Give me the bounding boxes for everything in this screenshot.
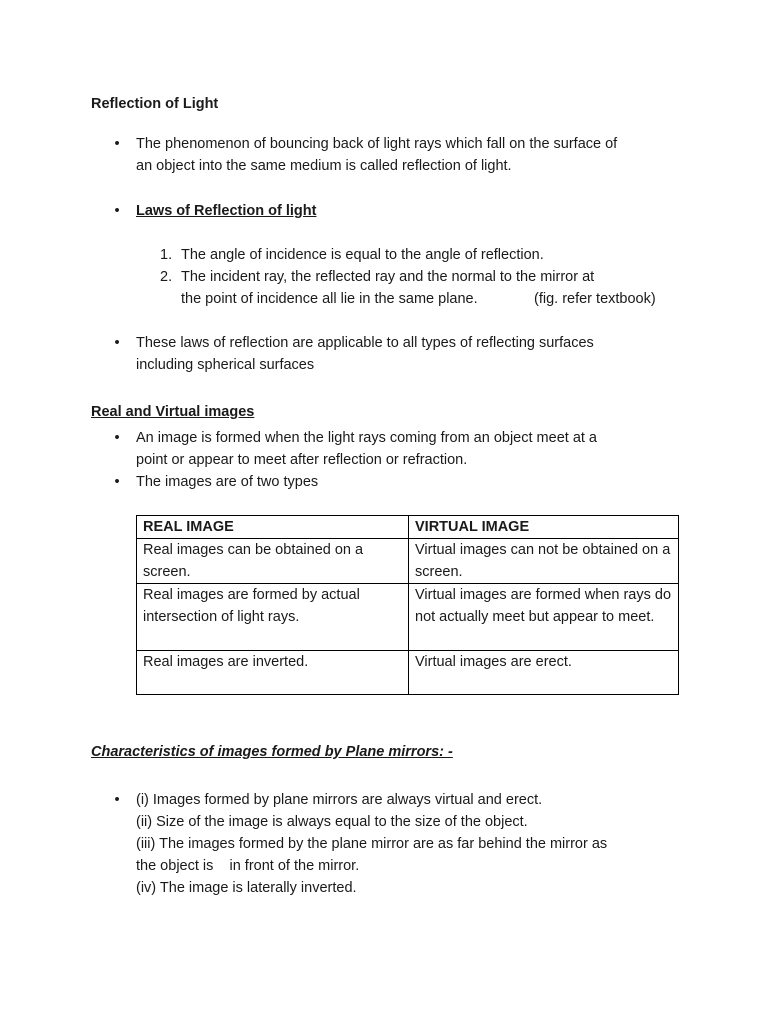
- table-cell: Virtual images can not be obtained on a screen.: [409, 539, 679, 584]
- image-types-text: The images are of two types: [136, 474, 319, 490]
- image-comparison-table: [136, 515, 679, 695]
- table-row: [137, 651, 679, 695]
- intro-line-2: an object into the same medium is called reflection of light.: [136, 158, 512, 174]
- bullet-icon: [113, 789, 121, 811]
- table-header-virtual: VIRTUAL IMAGE: [409, 516, 679, 539]
- image-formed-line-2: point or appear to meet after reflection or refraction.: [136, 452, 468, 468]
- page-title: Reflection of Light: [91, 96, 219, 112]
- law-1-text: The angle of incidence is equal to the angle of reflection.: [181, 247, 544, 263]
- table-row: [137, 539, 679, 584]
- image-formed-line-1: An image is formed when the light rays coming from an object meet at a: [136, 430, 597, 446]
- bullet-icon: [113, 332, 121, 354]
- law-1-number: 1.: [160, 247, 173, 263]
- plane-mirror-heading: Characteristics of images formed by Plane mirrors: -: [91, 744, 453, 760]
- plane-point-ii: (ii) Size of the image is always equal to the size of the object.: [136, 814, 528, 830]
- plane-point-iii-line-2: the object is in front of the mirror.: [136, 858, 360, 874]
- table-row: [137, 584, 679, 651]
- table-cell: Real images can be obtained on a screen.: [137, 539, 409, 584]
- law-2-note: (fig. refer textbook): [534, 291, 656, 307]
- table-header-row: [137, 516, 679, 539]
- plane-point-iv: (iv) The image is laterally inverted.: [136, 880, 357, 896]
- plane-point-i: (i) Images formed by plane mirrors are always virtual and erect.: [136, 792, 543, 808]
- bullet-icon: [113, 471, 121, 493]
- intro-line-1: The phenomenon of bouncing back of light rays which fall on the surface of: [136, 136, 618, 152]
- applicable-line-2: including spherical surfaces: [136, 357, 315, 373]
- real-virtual-heading: Real and Virtual images: [91, 404, 255, 420]
- applicable-line-1: These laws of reflection are applicable to all types of reflecting surfaces: [136, 335, 594, 351]
- law-2-number: 2.: [160, 269, 173, 285]
- laws-heading: Laws of Reflection of light: [136, 203, 317, 219]
- table-header-real: REAL IMAGE: [137, 516, 409, 539]
- bullet-icon: [113, 133, 121, 155]
- bullet-icon: [113, 427, 121, 449]
- law-2-text-line-2: the point of incidence all lie in the same plane.: [181, 291, 478, 307]
- bullet-icon: [113, 200, 121, 222]
- table-cell: Real images are inverted.: [137, 651, 409, 695]
- table-cell: Real images are formed by actual intersection of light rays.: [137, 584, 409, 651]
- law-2-text-line-1: The incident ray, the reflected ray and the normal to the mirror at: [181, 269, 595, 285]
- plane-point-iii-line-1: (iii) The images formed by the plane mirror are as far behind the mirror as: [136, 836, 608, 852]
- table-cell: Virtual images are erect.: [409, 651, 679, 695]
- table-cell: Virtual images are formed when rays do not actually meet but appear to meet.: [409, 584, 679, 651]
